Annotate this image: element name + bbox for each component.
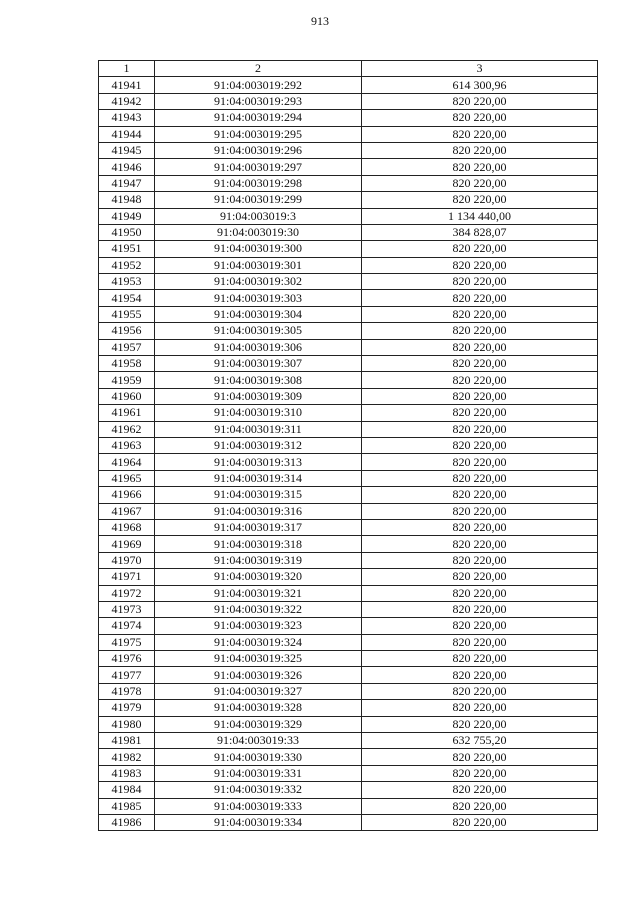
- cadastral-number-cell: 91:04:003019:298: [155, 175, 362, 191]
- row-number-cell: 41982: [99, 749, 155, 765]
- row-number-cell: 41980: [99, 716, 155, 732]
- cadastral-number-cell: 91:04:003019:307: [155, 356, 362, 372]
- cadastral-number-cell: 91:04:003019:314: [155, 470, 362, 486]
- value-cell: 820 220,00: [362, 192, 598, 208]
- row-number-cell: 41958: [99, 356, 155, 372]
- value-cell: 820 220,00: [362, 257, 598, 273]
- cadastral-number-cell: 91:04:003019:302: [155, 274, 362, 290]
- table-row: [99, 175, 598, 191]
- value-cell: 820 220,00: [362, 306, 598, 322]
- cadastral-number-cell: 91:04:003019:320: [155, 569, 362, 585]
- cadastral-number-cell: 91:04:003019:303: [155, 290, 362, 306]
- table-row: [99, 405, 598, 421]
- value-cell: 820 220,00: [362, 569, 598, 585]
- row-number-cell: 41943: [99, 110, 155, 126]
- value-cell: 820 220,00: [362, 142, 598, 158]
- cadastral-number-cell: 91:04:003019:292: [155, 77, 362, 93]
- cadastral-number-cell: 91:04:003019:331: [155, 765, 362, 781]
- row-number-cell: 41975: [99, 634, 155, 650]
- row-number-cell: 41952: [99, 257, 155, 273]
- table-row: [99, 503, 598, 519]
- cadastral-number-cell: 91:04:003019:299: [155, 192, 362, 208]
- row-number-cell: 41941: [99, 77, 155, 93]
- table-row: [99, 700, 598, 716]
- table-row: [99, 142, 598, 158]
- value-cell: 820 220,00: [362, 585, 598, 601]
- row-number-cell: 41969: [99, 536, 155, 552]
- cadastral-number-cell: 91:04:003019:313: [155, 454, 362, 470]
- row-number-cell: 41964: [99, 454, 155, 470]
- table-row: [99, 159, 598, 175]
- value-cell: 384 828,07: [362, 224, 598, 240]
- value-cell: 820 220,00: [362, 667, 598, 683]
- cadastral-number-cell: 91:04:003019:293: [155, 93, 362, 109]
- column-header-3: 3: [362, 61, 598, 77]
- row-number-cell: 41951: [99, 241, 155, 257]
- table-row: [99, 306, 598, 322]
- table-row: [99, 421, 598, 437]
- value-cell: 820 220,00: [362, 356, 598, 372]
- row-number-cell: 41981: [99, 733, 155, 749]
- row-number-cell: 41978: [99, 683, 155, 699]
- value-cell: 820 220,00: [362, 454, 598, 470]
- value-cell: 820 220,00: [362, 159, 598, 175]
- value-cell: 820 220,00: [362, 782, 598, 798]
- value-cell: 820 220,00: [362, 634, 598, 650]
- cadastral-number-cell: 91:04:003019:332: [155, 782, 362, 798]
- value-cell: 820 220,00: [362, 700, 598, 716]
- cadastral-number-cell: 91:04:003019:311: [155, 421, 362, 437]
- cadastral-table: [98, 60, 598, 831]
- value-cell: 820 220,00: [362, 552, 598, 568]
- row-number-cell: 41954: [99, 290, 155, 306]
- value-cell: 820 220,00: [362, 814, 598, 830]
- table-row: [99, 683, 598, 699]
- row-number-cell: 41956: [99, 323, 155, 339]
- table-row: [99, 536, 598, 552]
- value-cell: 820 220,00: [362, 339, 598, 355]
- table-row: [99, 470, 598, 486]
- table-row: [99, 257, 598, 273]
- value-cell: 820 220,00: [362, 749, 598, 765]
- row-number-cell: 41986: [99, 814, 155, 830]
- row-number-cell: 41977: [99, 667, 155, 683]
- value-cell: 820 220,00: [362, 421, 598, 437]
- row-number-cell: 41971: [99, 569, 155, 585]
- row-number-cell: 41970: [99, 552, 155, 568]
- row-number-cell: 41963: [99, 437, 155, 453]
- table-row: [99, 93, 598, 109]
- row-number-cell: 41979: [99, 700, 155, 716]
- value-cell: 820 220,00: [362, 683, 598, 699]
- row-number-cell: 41947: [99, 175, 155, 191]
- column-header-1: 1: [99, 61, 155, 77]
- table-row: [99, 765, 598, 781]
- table-row: [99, 323, 598, 339]
- value-cell: 820 220,00: [362, 601, 598, 617]
- cadastral-number-cell: 91:04:003019:306: [155, 339, 362, 355]
- table-row: [99, 208, 598, 224]
- table-row: [99, 454, 598, 470]
- value-cell: 820 220,00: [362, 651, 598, 667]
- table-row: [99, 618, 598, 634]
- cadastral-number-cell: 91:04:003019:317: [155, 519, 362, 535]
- value-cell: 614 300,96: [362, 77, 598, 93]
- value-cell: 820 220,00: [362, 290, 598, 306]
- cadastral-number-cell: 91:04:003019:327: [155, 683, 362, 699]
- table-body: [99, 77, 598, 831]
- value-cell: 820 220,00: [362, 323, 598, 339]
- value-cell: 820 220,00: [362, 765, 598, 781]
- cadastral-number-cell: 91:04:003019:323: [155, 618, 362, 634]
- cadastral-number-cell: 91:04:003019:308: [155, 372, 362, 388]
- value-cell: 820 220,00: [362, 503, 598, 519]
- value-cell: 820 220,00: [362, 437, 598, 453]
- row-number-cell: 41972: [99, 585, 155, 601]
- cadastral-number-cell: 91:04:003019:318: [155, 536, 362, 552]
- table-row: [99, 782, 598, 798]
- cadastral-number-cell: 91:04:003019:330: [155, 749, 362, 765]
- cadastral-number-cell: 91:04:003019:310: [155, 405, 362, 421]
- header-row: [99, 61, 598, 77]
- table-header: [99, 61, 598, 77]
- cadastral-number-cell: 91:04:003019:334: [155, 814, 362, 830]
- table-row: [99, 601, 598, 617]
- cadastral-number-cell: 91:04:003019:296: [155, 142, 362, 158]
- row-number-cell: 41942: [99, 93, 155, 109]
- table-row: [99, 487, 598, 503]
- table-row: [99, 110, 598, 126]
- row-number-cell: 41949: [99, 208, 155, 224]
- table-row: [99, 749, 598, 765]
- table-row: [99, 224, 598, 240]
- row-number-cell: 41984: [99, 782, 155, 798]
- row-number-cell: 41966: [99, 487, 155, 503]
- cadastral-number-cell: 91:04:003019:333: [155, 798, 362, 814]
- value-cell: 820 220,00: [362, 388, 598, 404]
- cadastral-number-cell: 91:04:003019:294: [155, 110, 362, 126]
- cadastral-number-cell: 91:04:003019:300: [155, 241, 362, 257]
- page-number: 913: [311, 14, 329, 28]
- table-row: [99, 192, 598, 208]
- row-number-cell: 41962: [99, 421, 155, 437]
- row-number-cell: 41974: [99, 618, 155, 634]
- table-row: [99, 339, 598, 355]
- value-cell: 1 134 440,00: [362, 208, 598, 224]
- table-row: [99, 733, 598, 749]
- row-number-cell: 41985: [99, 798, 155, 814]
- value-cell: 820 220,00: [362, 798, 598, 814]
- cadastral-number-cell: 91:04:003019:319: [155, 552, 362, 568]
- row-number-cell: 41960: [99, 388, 155, 404]
- cadastral-number-cell: 91:04:003019:309: [155, 388, 362, 404]
- value-cell: 820 220,00: [362, 716, 598, 732]
- table-row: [99, 634, 598, 650]
- column-header-2: 2: [155, 61, 362, 77]
- table-row: [99, 437, 598, 453]
- table-row: [99, 716, 598, 732]
- cadastral-number-cell: 91:04:003019:305: [155, 323, 362, 339]
- value-cell: 820 220,00: [362, 93, 598, 109]
- value-cell: 820 220,00: [362, 519, 598, 535]
- table-row: [99, 388, 598, 404]
- value-cell: 820 220,00: [362, 110, 598, 126]
- value-cell: 820 220,00: [362, 405, 598, 421]
- table-row: [99, 552, 598, 568]
- table-row: [99, 814, 598, 830]
- row-number-cell: 41944: [99, 126, 155, 142]
- value-cell: 632 755,20: [362, 733, 598, 749]
- cadastral-number-cell: 91:04:003019:316: [155, 503, 362, 519]
- table-row: [99, 519, 598, 535]
- value-cell: 820 220,00: [362, 618, 598, 634]
- table-row: [99, 241, 598, 257]
- row-number-cell: 41953: [99, 274, 155, 290]
- table-row: [99, 274, 598, 290]
- cadastral-number-cell: 91:04:003019:328: [155, 700, 362, 716]
- cadastral-number-cell: 91:04:003019:324: [155, 634, 362, 650]
- table-row: [99, 372, 598, 388]
- cadastral-number-cell: 91:04:003019:326: [155, 667, 362, 683]
- value-cell: 820 220,00: [362, 470, 598, 486]
- row-number-cell: 41959: [99, 372, 155, 388]
- table-row: [99, 585, 598, 601]
- cadastral-number-cell: 91:04:003019:3: [155, 208, 362, 224]
- cadastral-number-cell: 91:04:003019:33: [155, 733, 362, 749]
- table-row: [99, 798, 598, 814]
- table-row: [99, 77, 598, 93]
- cadastral-number-cell: 91:04:003019:322: [155, 601, 362, 617]
- table-row: [99, 356, 598, 372]
- value-cell: 820 220,00: [362, 126, 598, 142]
- row-number-cell: 41946: [99, 159, 155, 175]
- cadastral-number-cell: 91:04:003019:315: [155, 487, 362, 503]
- value-cell: 820 220,00: [362, 274, 598, 290]
- cadastral-number-cell: 91:04:003019:297: [155, 159, 362, 175]
- cadastral-number-cell: 91:04:003019:321: [155, 585, 362, 601]
- row-number-cell: 41950: [99, 224, 155, 240]
- row-number-cell: 41961: [99, 405, 155, 421]
- cadastral-number-cell: 91:04:003019:30: [155, 224, 362, 240]
- table-row: [99, 651, 598, 667]
- row-number-cell: 41955: [99, 306, 155, 322]
- row-number-cell: 41968: [99, 519, 155, 535]
- cadastral-number-cell: 91:04:003019:295: [155, 126, 362, 142]
- table-row: [99, 569, 598, 585]
- row-number-cell: 41945: [99, 142, 155, 158]
- row-number-cell: 41967: [99, 503, 155, 519]
- table-row: [99, 290, 598, 306]
- cadastral-number-cell: 91:04:003019:304: [155, 306, 362, 322]
- row-number-cell: 41948: [99, 192, 155, 208]
- cadastral-number-cell: 91:04:003019:325: [155, 651, 362, 667]
- value-cell: 820 220,00: [362, 487, 598, 503]
- value-cell: 820 220,00: [362, 241, 598, 257]
- table-row: [99, 667, 598, 683]
- table-row: [99, 126, 598, 142]
- row-number-cell: 41983: [99, 765, 155, 781]
- value-cell: 820 220,00: [362, 372, 598, 388]
- value-cell: 820 220,00: [362, 175, 598, 191]
- row-number-cell: 41976: [99, 651, 155, 667]
- row-number-cell: 41957: [99, 339, 155, 355]
- cadastral-number-cell: 91:04:003019:301: [155, 257, 362, 273]
- row-number-cell: 41973: [99, 601, 155, 617]
- cadastral-number-cell: 91:04:003019:312: [155, 437, 362, 453]
- cadastral-number-cell: 91:04:003019:329: [155, 716, 362, 732]
- row-number-cell: 41965: [99, 470, 155, 486]
- value-cell: 820 220,00: [362, 536, 598, 552]
